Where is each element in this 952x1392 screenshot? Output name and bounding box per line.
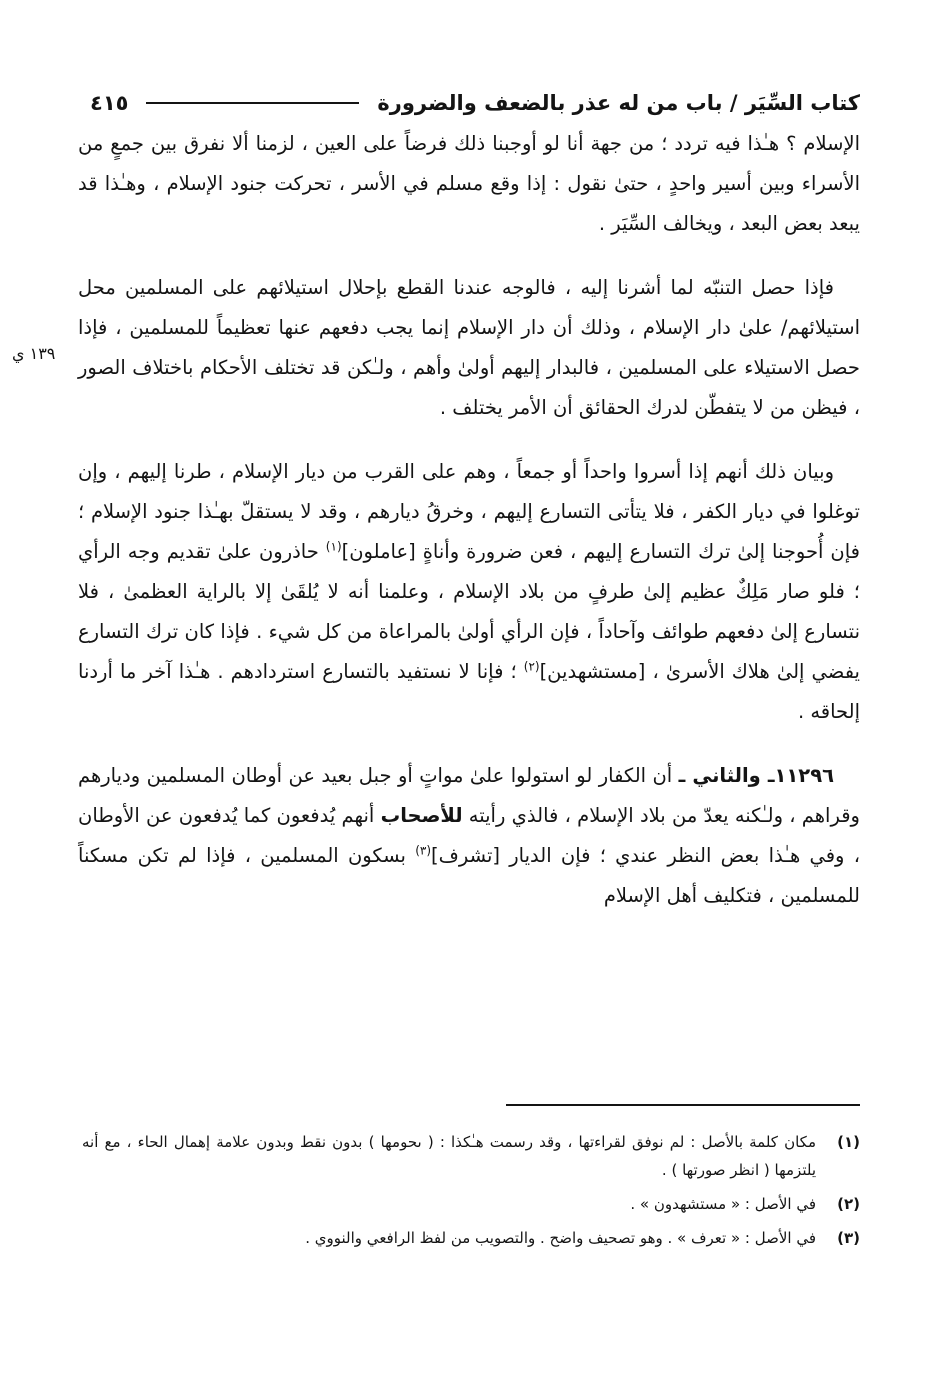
paragraph-4-part-2: أنهم يُدفعون كما يُدفعون عن الأوطان ، وفي هـٰذا بعض النظر عندي ؛ فإن الديار [تشرف]: [78, 804, 860, 867]
footnote-ref-2[interactable]: (٢): [523, 659, 540, 674]
paragraph-3-part-2: حاذرون علىٰ تقديم وجه الرأي ؛ فلو صار مَلِكٌ عظيم إلىٰ طرفٍ من بلاد الإسلام ، وعلمنا أنه لا يُلقَىٰ إلا بالراية العظمىٰ ، فلا نتسارع إلىٰ دفعهم طوائف وآحاداً ، فإن الرأي أولىٰ بالمراعاة من كل شيء . فإذا كان ترك التسارع يفضي إلىٰ هلاك الأسرىٰ ، [مستشهدين]: [78, 540, 860, 683]
header-rule: [146, 102, 359, 104]
footnote-3: [82, 1224, 860, 1252]
paragraph-4-bold-term: للأصحاب: [380, 804, 463, 827]
paragraph-3-part-1: وبيان ذلك أنهم إذا أسروا واحداً أو جمعاً ، وهم على القرب من ديار الإسلام ، طرنا إليهم ، وإن توغلوا في ديار الكفر ، فلا يتأتى التسارع إليهم ، وخرقُ ديارهم ، وقد لا يستقلّ بهـٰذا جنود الإسلام ؛ فإن أُحوجنا إلىٰ ترك التسارع إليهم ، فعن ضرورة وأناةٍ [عاملون]: [78, 460, 860, 563]
footnote-ref-3[interactable]: (٣): [415, 843, 432, 858]
footnote-2: [82, 1190, 860, 1218]
footnote-number: (١): [837, 1133, 860, 1151]
footnote-text: مكان كلمة بالأصل : لم نوفق لقراءتها ، وقد رسمت هـٰكذا : ( ىحومها ) بدون نقط وبدون علامة إهمال الحاء ، مع أنه يلتزمها ( انظر صورتها ) .: [82, 1133, 816, 1179]
paragraph-4: [78, 756, 860, 916]
paragraph-4-part-1: أن الكفار لو استولوا علىٰ مواتٍ أو جبل بعيد عن أوطان المسلمين وديارهم وقراهم ، ولـٰكنه يعدّ من بلاد الإسلام ، فالذي رأيته: [78, 764, 860, 827]
footnote-text: في الأصل : « مستشهدون » .: [630, 1195, 816, 1213]
footnote-text: في الأصل : « تعرف » . وهو تصحيف واضح . والتصويب من لفظ الرافعي والنووي .: [305, 1229, 816, 1247]
footnote-ref-1[interactable]: (١): [325, 539, 342, 554]
body-text: [78, 124, 860, 916]
paragraph-3-part-3: ؛ فإنا لا نستفيد بالتسارع استردادهم . هـٰذا آخر ما أردنا إلحاقه .: [78, 660, 860, 723]
footnote-1: [82, 1128, 860, 1184]
footnote-separator: [506, 1104, 860, 1106]
footnote-number: (٢): [837, 1195, 860, 1213]
header-title: كتاب السِّيَر / باب من له عذر بالضعف والضرورة: [377, 91, 860, 115]
footnotes: [82, 1128, 860, 1258]
page-number: ٤١٥: [90, 91, 129, 115]
paragraph-2: فإذا حصل التنبّه لما أشرنا إليه ، فالوجه عندنا القطع بإحلال استيلائهم على المسلمين محل استيلائهم/ علىٰ دار الإسلام ، وذلك أن دار الإسلام إنما يجب دفعهم عنها تعظيماً للمسلمين ، فإذا حصل الاستيلاء على المسلمين ، فالبدار إليهم أولىٰ وأهم ، ولـٰكن قد تختلف الأحكام باختلاف الصور ، فيظن من لا يتفطّن لدرك الحقائق أن الأمر يختلف .: [78, 276, 860, 419]
footnote-number: (٣): [837, 1229, 860, 1247]
paragraph-1: الإسلام ؟ هـٰذا فيه تردد ؛ من جهة أنا لو أوجبنا ذلك فرضاً على العين ، لزمنا ألا نفرق بين جمعٍ من الأسراء وبين أسير واحدٍ ، حتىٰ نقول : إذا وقع مسلم في الأسر ، تحركت جنود الإسلام ، وهـٰذا قد يبعد بعض البعد ، ويخالف السِّيَر .: [78, 132, 860, 235]
margin-page-reference: ١٣٩ ي: [12, 344, 56, 363]
running-header: [82, 80, 860, 126]
paragraph-3: [78, 452, 860, 732]
paragraph-4-part-3: بسكون المسلمين ، فإذا لم تكن مسكناً للمسلمين ، فتكليف أهل الإسلام: [78, 844, 860, 907]
paragraph-number: ١١٢٩٦ـ والثاني ـ: [678, 764, 834, 787]
